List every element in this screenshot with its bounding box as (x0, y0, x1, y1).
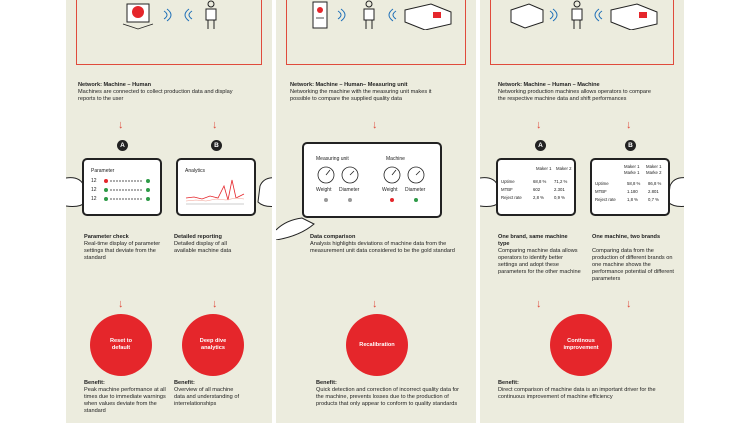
production-machine-icon (609, 0, 659, 30)
badge-a: A (535, 140, 546, 151)
column-machine-human (66, 0, 272, 423)
row-label: Uptime (595, 181, 609, 186)
cell-value: 0,7 % (648, 197, 659, 202)
point-title: Parameter check (84, 234, 129, 240)
section-heading: Network: Machine – Human (78, 82, 152, 88)
benefit-description: Overview of all machine data and understanding of interrelationships (174, 387, 240, 407)
down-arrow-icon: ↓ (626, 119, 632, 131)
down-arrow-icon: ↓ (212, 119, 218, 131)
down-arrow-icon: ↓ (536, 298, 542, 310)
point-description: Real-time display of parameter settings that deviate from the standard (84, 241, 161, 261)
tablet-two-brands-comparison (590, 158, 670, 216)
wireless-signal-icon (335, 8, 349, 22)
column-machine-human-measuring-unit (276, 0, 476, 423)
cell-value: 1.180 (627, 189, 638, 194)
result-continuous-improvement (550, 314, 612, 376)
down-arrow-icon: ↓ (372, 119, 378, 131)
point-description: Comparing data from the production of different brands on one machine shows the performance potential of different parameters (592, 248, 674, 282)
left-margin (0, 0, 66, 423)
gauge-label: Weight (316, 187, 332, 193)
benefit-description: Quick detection and correction of incorrect quality data for the machine, prevents losses due to the production of products that only appear to conform to quality standards (316, 387, 460, 407)
parameter-row-label: 12 (91, 187, 97, 193)
row-label: Reject rate (595, 197, 616, 202)
cell-value: 71,2 % (554, 179, 568, 184)
screen-title: Analytics (185, 168, 206, 174)
section-description: Networking production machines allows operators to compare the respective machine data and shift performances (498, 89, 651, 102)
result-deep-dive-analytics (182, 314, 244, 376)
measuring-unit-label: Measuring unit (316, 156, 349, 162)
point-description: Detailed display of all available machine data (174, 241, 232, 254)
gauge-label: Weight (382, 187, 398, 193)
benefit-title: Benefit: (498, 380, 519, 386)
parameter-flow-diagram (102, 176, 154, 208)
table-header: Maker 1 Marke 2 (646, 164, 662, 175)
production-machine-icon (403, 0, 453, 30)
table-header: Maker 1 (536, 166, 552, 171)
down-arrow-icon: ↓ (118, 119, 124, 131)
result-label: Deep dive analytics (199, 338, 227, 351)
gauge-icons (304, 164, 436, 186)
operator-person-icon (567, 0, 587, 30)
point-description: Comparing machine data allows operators to identify better settings and adopt these parameters for the other machine (498, 248, 581, 275)
gauge-label: Diameter (339, 187, 360, 193)
point-title: Detailed reporting (174, 234, 222, 240)
down-arrow-icon: ↓ (372, 298, 378, 310)
parameter-row-label: 12 (91, 196, 97, 202)
down-arrow-icon: ↓ (626, 298, 632, 310)
tablet-comparison-screen (302, 142, 442, 218)
badge-a: A (117, 140, 128, 151)
down-arrow-icon: ↓ (212, 298, 218, 310)
cell-value: 1,8 % (627, 197, 638, 202)
section-description: Machines are connected to collect production data and display reports to the user (78, 89, 233, 102)
screen-title: Parameter (91, 168, 115, 174)
cell-value: 602 (533, 187, 541, 192)
machine-label: Machine (386, 156, 405, 162)
analytics-line-chart (184, 176, 246, 208)
result-label: Reset to default (109, 338, 133, 351)
right-margin (684, 0, 750, 423)
down-arrow-icon: ↓ (536, 119, 542, 131)
benefit-description: Direct comparison of machine data is an important driver for the continuous improvement of machine efficiency (498, 387, 656, 400)
operator-person-icon (359, 0, 379, 30)
row-label: Uptime (501, 179, 515, 184)
point-title: One brand, same machine type (498, 234, 568, 247)
down-arrow-icon: ↓ (118, 298, 124, 310)
point-title: One machine, two brands (592, 234, 661, 240)
badge-b: B (211, 140, 222, 151)
benefit-title: Benefit: (84, 380, 105, 386)
cell-value: 2,8 % (533, 195, 544, 200)
benefit-title: Benefit: (316, 380, 337, 386)
wireless-signal-icon (547, 8, 561, 22)
result-recalibration (346, 314, 408, 376)
illustration-frame (490, 0, 674, 65)
column-machine-human-machine (480, 0, 684, 423)
illustration-frame (76, 0, 262, 65)
wireless-signal-icon (161, 8, 175, 22)
wireless-signal-icon (181, 8, 195, 22)
cell-value: 86,8 % (648, 181, 662, 186)
row-label: MTBF (595, 189, 607, 194)
tablet-analytics-screen (176, 158, 256, 216)
table-header: Maker 1 Marke 1 (624, 164, 640, 175)
cell-value: 58,8 % (627, 181, 641, 186)
parameter-row-label: 12 (91, 178, 97, 184)
row-label: Reject rate (501, 195, 522, 200)
benefit-description: Peak machine performance at all times due to immediate warnings when values deviate from the standard (84, 387, 166, 414)
gauge-label: Diameter (405, 187, 426, 193)
section-description: Networking the machine with the measuring unit makes it possible to compare the supplied quality data (290, 89, 432, 102)
result-reset-to-default (90, 314, 152, 376)
status-dots (304, 196, 436, 206)
table-header: Maker 2 (556, 166, 572, 171)
operator-person-icon (201, 0, 221, 30)
benefit-title: Benefit: (174, 380, 195, 386)
wireless-signal-icon (385, 8, 399, 22)
measuring-unit-icon (309, 0, 331, 30)
cell-value: 68,8 % (533, 179, 547, 184)
point-title: Data comparison (310, 234, 356, 240)
wireless-signal-icon (591, 8, 605, 22)
hand-icon (256, 172, 272, 212)
cell-value: 0,9 % (554, 195, 565, 200)
robot-machine-icon (119, 0, 159, 30)
point-description: Analysis highlights deviations of machine data from the measurement unit data considered to be the gold standard (310, 241, 455, 254)
badge-b: B (625, 140, 636, 151)
cell-value: 2.301 (554, 187, 565, 192)
tablet-same-type-comparison (496, 158, 576, 216)
illustration-frame (286, 0, 466, 65)
tablet-parameter-screen (82, 158, 162, 216)
result-label: Recalibration (359, 341, 395, 348)
production-machine-icon (509, 0, 545, 30)
section-heading: Network: Machine – Human – Machine (498, 82, 600, 88)
row-label: MTBF (501, 187, 513, 192)
cell-value: 2.801 (648, 189, 659, 194)
result-label: Continous improvement (563, 338, 599, 351)
section-heading: Network: Machine – Human– Measuring unit (290, 82, 408, 88)
